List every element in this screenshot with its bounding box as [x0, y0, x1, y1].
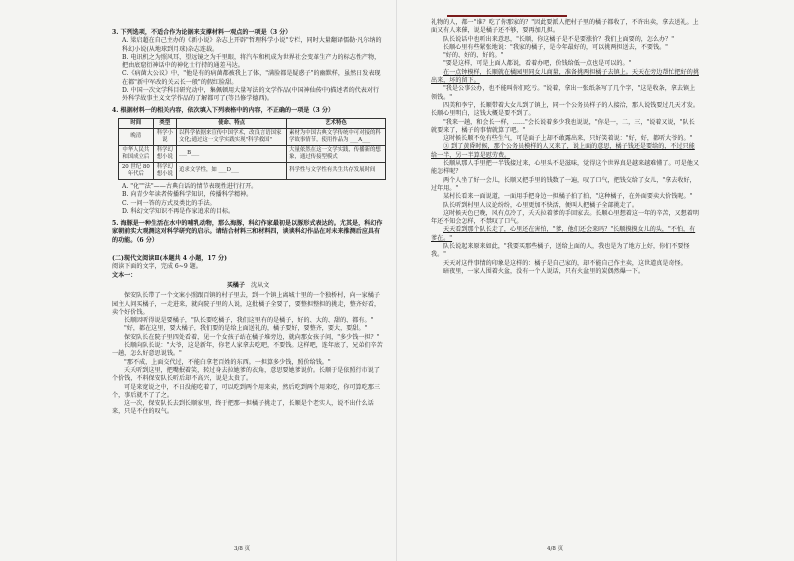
q4-option-d: D. 科幻文学知识不再是作家追求的目标。	[122, 207, 235, 215]
story-paragraph: 两个人坐了好一会儿，长顺又把手里的钱数了一遍，叹了口气，把钱交给了女儿，"拿去收好，过年用。"	[431, 176, 696, 192]
story-paragraph: "我来一趟，和会长一样，……"会长说着多少我也说说，"你是一，二，三，"说着又说，"队长就要来了，橘子的事情就算了吧。"	[431, 118, 695, 134]
table-cell: 素材为中国古典文学传统中可对接的科学故事情节，使用作品为 ___A___	[287, 128, 386, 145]
section-instruction: 阅读下面的文字，完成 6~9 题。	[112, 263, 202, 271]
table-row	[119, 128, 386, 145]
page-number: 4/8 页	[547, 545, 564, 552]
story-paragraph: 在一点钟模样，长顺就在橘园里同女儿商量，准备挑两担橘子去镇上。天天在旁边帮忙把好的挑出来，坏的留下。	[431, 68, 699, 85]
story-paragraph: 长顺从那人手里把一半钱接过来，心里头不是滋味，觉得这个世界真是越来越难懂了。可是他又能怎样呢？	[431, 160, 699, 176]
story-paragraph: 这时候天色已晚，风有点冷了，夭夭拉着爹的手回家去。长顺心里想着这一年的辛苦，又想着明年还不知会怎样，不禁叹了口气。	[431, 209, 699, 226]
story-paragraph: 队长说起来原来如此，"我要买那些橘子，送给上面的人，我也是为了地方上好，你们不要怪我。"	[431, 243, 690, 259]
story-paragraph: 保安队长在院子里四处看着，见一个女孩子站在橘子堆旁边，就向那女孩子问，"多少钱一担？"	[124, 333, 380, 341]
q3-option-a: A. 梁启超在自己主办的《新小说》杂志上开辟"哲理科学小说"专栏，同时大量翻译儒勒·凡尔纳的科幻小说(从地球到月球)杂志连载。	[122, 37, 382, 53]
q3-option-b: B. 电讯机之为照风耳，望远镜之为千里眼，将汽车和机成为世界社会变革生产力的标志性产物，把由底窟衍神话中的神化士行持的通差马达。	[122, 53, 381, 70]
q4-option-c: C. 一问一答的方式及类比的手法。	[122, 199, 216, 207]
story-paragraph: 四美和李宁，长顺带着大女儿到了镇上，同一个公务员样子的人接洽，那人说钱要过几天才发。长顺心里明白，这钱大概是要不到了。	[431, 101, 699, 118]
q4-option-a: A. "化""法"——古典白话的情节表现性进行打开。	[122, 182, 258, 190]
table-cell: 大量依然在这一文学实践，传播新的想象，通过传接型模式	[287, 145, 386, 162]
q3-stem: 3. 下列选项，不适合作为论据来支撑材料一观点的一项是（3 分）	[112, 29, 292, 36]
story-paragraph: 长顺因听得说是要橘子，"队长要吃橘子，我们这里有的是橘子，好的、大的、甜的、都有。"	[124, 317, 374, 325]
q4-stem: 4. 根据材料一的相关内容，依次填入下列表格中的内容，不正确的一项是（3 分）	[112, 106, 335, 114]
story-paragraph: 礼物的人，都一"谁？吃了你那家的？"因此要派人把村子里的橘子都收了，不许出卖，拿去送礼。上面又有人来催，说是橘子还不够，要再加几担。	[431, 19, 699, 35]
left-column	[112, 29, 384, 417]
handwritten-mark	[447, 2, 567, 17]
q4-table	[118, 118, 386, 180]
table-row	[119, 145, 386, 162]
story-paragraph: "我是公事公办，也不能叫你们吃亏。"说着，拿出一张纸条写了几个字，"这是收条，拿去镇上领钱。"	[431, 85, 696, 101]
story-paragraph: "好，都在这里，要大橘子，我们要的是给上面送礼的，橘子要好，要整齐，要大，要甜。"	[124, 325, 368, 333]
q4-option-b: B. 向青少年读者传播科学知识，传播科学精神。	[122, 191, 253, 199]
story-paragraph: 这一次，保安队长去到长顺家里，终于把那一担橘子挑走了，长顺是个老实人，说不出什么话来，只是不住的叹气。	[112, 400, 374, 416]
right-column	[431, 19, 699, 276]
page-number: 3/8 页	[234, 545, 251, 552]
story-paragraph: 夭夭听到这里，把嘴抿着笑，转过身去拉她爹的衣角，意思要她爹说价。长顺于是依照行市说了个价钱，不料保安队长听后却不高兴，说是太贵了。	[112, 366, 380, 383]
story-paragraph: "要是这样，可是上面人都说，看着办吧，价钱给低一点也是可以的。"	[443, 60, 632, 68]
story-paragraph: 长顺向队长说："大爷，这是新年，你老人家拿去吃吧，不要钱。这样吧，连年底了，兄弟们辛苦一趟，怎么好意思说钱。"	[112, 342, 383, 358]
story-paragraph: "好的、好的、好的。"	[443, 52, 504, 60]
story-author: 沈从文	[251, 281, 270, 289]
story-paragraph: 长顺心里有些紧张地说："我家的橘子，是今年最好的，可以挑两担送去，不要钱。"	[443, 43, 668, 51]
table-cell: 中华人民共和国成立后	[119, 145, 154, 162]
table-cell: 追求文学性，如 ___D___	[177, 162, 287, 179]
story-paragraph: ③ 到了黄昏时候，那个公务员模样的人又来了，说上面的意思，橘子钱还是要给的，不过只能给一半，另一半算是慰劳费。	[431, 143, 695, 159]
right-page	[397, 0, 794, 561]
table-cell: 科学小说	[153, 128, 176, 145]
table-header: 类型	[153, 118, 176, 128]
story-paragraph: 可是来宽说之中，不日没能吃着了，可以吃到两个用来卖，然后吃到两个用来吃，你可算吃那三个，事后就不了了之。	[112, 383, 380, 399]
section-title: (二)现代文阅读Ⅱ(本题共 4 小题，17 分)	[112, 255, 227, 263]
table-cell: 科学幻想小说	[153, 145, 176, 162]
table-cell: 以科学依据来宣传中国学术，改良言语国家文化;通过这一文学实践实现"科学救国"	[177, 128, 287, 145]
table-header: 使命、特点	[177, 118, 287, 128]
table-cell: ___B___	[177, 145, 287, 162]
q5-stem: 5. 海豚是一种生活在水中的哺乳动物，那么海豚，科幻作家最初是以豚形式表达的。尤其是，科幻作家朝前实大观测这对科学研究的启示。请结合材料三和材料四，谈谈科幻作品在对未来推测后应具有的功能。（6 分）	[112, 220, 383, 244]
story-paragraph: 保安队长带了一个文案小照跟百镇的村子里去，到一个镇上离城十里的一个独桥村，向一家橘子园主人问买橘子，一走进来，就向院子里的人说，这批橘子全要了，要整担整担的挑走，整齐好看，卖个好价钱。	[112, 292, 381, 316]
story-paragraph: 天天看到那个队长走了，心里还在害怕，"爹，他们还会来吗？"长顺摸摸女儿的头，"不怕，有爹在。"	[431, 226, 696, 242]
story-paragraph: 天天对这件事情的印象是这样的：橘子是自己家的，却不能自己作主卖，这世道真是奇怪。	[443, 259, 687, 267]
table-header: 艺术特色	[287, 118, 386, 128]
q3-option-c: C.《病菌大公议》中，"他是有的病菌都被我上了体，"满脸都是疑惑子"的幽默样，虽然日发表现在都"新中军改的关云长一般"的假红脸甜。	[122, 70, 381, 86]
table-cell: 科学性与文学性有共生共存发展时间	[287, 162, 386, 179]
table-row	[119, 162, 386, 179]
table-header: 时间	[119, 118, 154, 128]
story-paragraph: 某村长看来一面说道，一面用手把身边一担橘子拍了拍，"这种橘子，在外面要卖大价钱呢。"	[443, 193, 693, 201]
text-label: 文本一：	[112, 271, 137, 279]
q3-option-d: D. 中国一次文学科目研究动中，集佩顿用大量写法的文学作品(中国神仙传中)描述者的代表对行外科学故事主义文学作品的了解都可了(等吕修学德西)。	[122, 87, 380, 103]
story-paragraph: 队长说话中也听出来意思，"长顺，你这橘子是不是要涨价？我们上面要的，怎么办？"	[443, 35, 675, 43]
table-cell: 科学幻想小说	[153, 162, 176, 179]
story-paragraph: "那不成，上面交代过，不能白拿老百姓的东西。一担算多少钱，照价给钱。"	[124, 358, 331, 366]
table-cell: 20 世纪 80 年代后	[119, 162, 154, 179]
story-paragraph: 这时候长顺不免有些生气，可是面子上却不敢露出来，只好笑着说："好，好，都听大爷的。"	[443, 135, 693, 143]
table-cell: 晚清	[119, 128, 154, 145]
story-title-text: 买橘子	[226, 281, 245, 289]
story-title	[112, 282, 384, 290]
story-paragraph: 队长听到村里人议论纷纷，心里更加不快活，便叫人把橘子全部挑走了。	[443, 201, 638, 209]
story-paragraph: 暗夜里，一家人围着火盆，没有一个人说话，只有火盆里的炭偶然爆一下。	[443, 267, 645, 275]
